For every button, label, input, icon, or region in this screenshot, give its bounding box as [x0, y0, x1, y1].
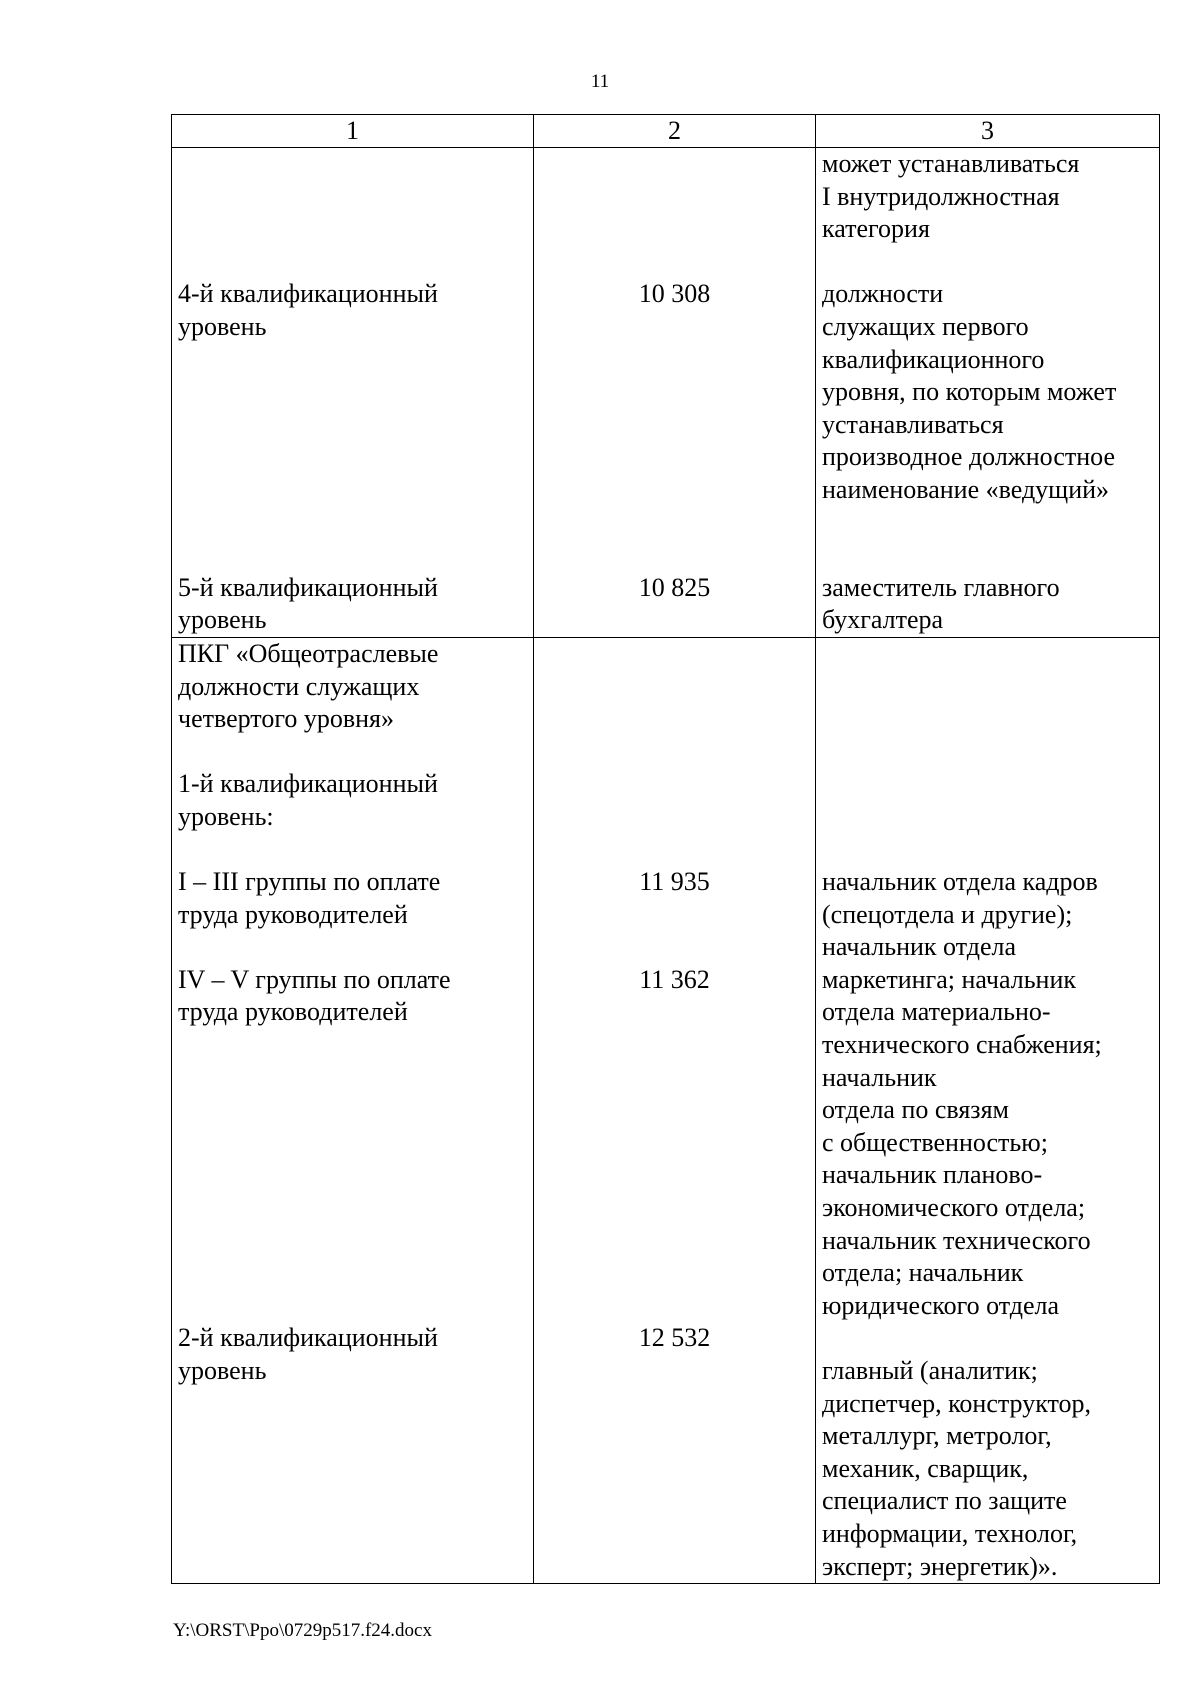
- cell-text-line: начальник отдела: [822, 932, 1017, 962]
- cell-text-line: [178, 1094, 527, 1127]
- cell-text-line: информации, технолог,: [822, 1518, 1078, 1548]
- cell-text-line: [178, 507, 527, 540]
- table-row: [172, 148, 1160, 638]
- cell-text-line: [822, 539, 1153, 572]
- cell-text-line: уровень:: [178, 801, 274, 831]
- cell-text-line: [822, 768, 1153, 801]
- cell-text-line: [178, 539, 527, 572]
- cell-text-line: [540, 1029, 809, 1062]
- cell-text-line: [540, 474, 809, 507]
- cell-text-line: [178, 1062, 527, 1095]
- cell-text-line: служащих первого: [822, 311, 1029, 341]
- cell-text-line: [178, 213, 527, 246]
- cell-text-line: 4-й квалификационный: [178, 279, 438, 309]
- cell-text-line: бухгалтера: [822, 605, 944, 635]
- table-cell-2: [534, 148, 816, 638]
- cell-text-line: [822, 801, 1153, 834]
- cell-text-line: [822, 638, 1153, 671]
- cell-text-line: диспетчер, конструктор,: [822, 1388, 1092, 1418]
- cell-text-line: маркетинга; начальник: [822, 964, 1077, 994]
- cell-text-line: [540, 507, 809, 540]
- cell-text-line: [822, 671, 1153, 704]
- table-cell-1: [172, 148, 534, 638]
- salary-table: [171, 114, 1160, 1584]
- cell-text-line: [178, 409, 527, 442]
- cell-text-line: [822, 703, 1153, 736]
- cell-text-line: металлург, метролог,: [822, 1421, 1052, 1451]
- cell-text-line: начальник планово-: [822, 1160, 1043, 1190]
- cell-text-line: [540, 736, 809, 769]
- cell-text-line: (спецотдела и другие);: [822, 899, 1073, 929]
- cell-text-line: отдела материально-: [822, 997, 1051, 1027]
- cell-text-line: [540, 376, 809, 409]
- cell-text-line: 2-й квалификационный: [178, 1323, 438, 1353]
- table-header-row: [172, 115, 1160, 148]
- cell-text-line: [822, 1322, 1153, 1355]
- cell-text-line: 11 362: [639, 964, 710, 994]
- column-header-3: 3: [816, 115, 1160, 148]
- cell-text-line: [178, 376, 527, 409]
- table-row: [172, 637, 1160, 1583]
- cell-text-line: [540, 311, 809, 344]
- table-cell-3: [816, 637, 1160, 1583]
- cell-text-line: [540, 931, 809, 964]
- cell-text-line: I внутридолжностная: [822, 181, 1060, 211]
- cell-text-line: начальник отдела кадров: [822, 867, 1098, 897]
- cell-text-line: [540, 768, 809, 801]
- cell-text-line: труда руководителей: [178, 997, 408, 1027]
- cell-text-line: уровня, по которым может: [822, 377, 1117, 407]
- cell-text-line: [540, 671, 809, 704]
- cell-text-line: [178, 1127, 527, 1160]
- cell-text-line: [540, 801, 809, 834]
- cell-text-line: должности: [822, 279, 944, 309]
- cell-text-line: [540, 638, 809, 671]
- cell-text-line: [540, 539, 809, 572]
- cell-text-line: 1-й квалификационный: [178, 769, 438, 799]
- cell-text-line: технического снабжения;: [822, 1030, 1102, 1060]
- cell-text-line: 12 532: [638, 1323, 711, 1353]
- cell-text-line: [540, 1257, 809, 1290]
- cell-text-line: [540, 1225, 809, 1258]
- cell-text-line: [540, 441, 809, 474]
- cell-text-line: квалификационного: [822, 344, 1045, 374]
- cell-text-line: 10 308: [638, 279, 711, 309]
- cell-text-line: четвертого уровня»: [178, 704, 394, 734]
- cell-text-line: наименование «ведущий»: [822, 474, 1110, 504]
- cell-text-line: отдела по связям: [822, 1095, 1009, 1125]
- cell-text-line: [540, 181, 809, 214]
- cell-text-line: [178, 736, 527, 769]
- cell-text-line: уровень: [178, 1355, 267, 1385]
- cell-text-line: [540, 148, 809, 181]
- cell-text-line: [540, 996, 809, 1029]
- cell-text-line: [540, 1159, 809, 1192]
- column-header-1: 1: [172, 115, 534, 148]
- cell-text-line: [822, 736, 1153, 769]
- cell-text-line: юридического отдела: [822, 1290, 1060, 1320]
- cell-text-line: механик, сварщик,: [822, 1453, 1029, 1483]
- cell-text-line: уровень: [178, 605, 267, 635]
- cell-text-line: [540, 1062, 809, 1095]
- cell-text-line: главный (аналитик;: [822, 1355, 1038, 1385]
- cell-text-line: [178, 1290, 527, 1323]
- cell-text-line: [540, 1290, 809, 1323]
- cell-text-line: устанавливаться: [822, 409, 1004, 439]
- cell-text-line: ПКГ «Общеотраслевые: [178, 638, 439, 668]
- cell-text-line: I – III группы по оплате: [178, 867, 441, 897]
- cell-text-line: [540, 1192, 809, 1225]
- cell-text-line: [540, 344, 809, 377]
- cell-text-line: с общественностью;: [822, 1127, 1048, 1157]
- cell-text-line: [178, 181, 527, 214]
- cell-text-line: [822, 507, 1153, 540]
- cell-text-line: IV – V группы по оплате: [178, 964, 451, 994]
- cell-text-line: [822, 833, 1153, 866]
- cell-text-line: [540, 1094, 809, 1127]
- cell-text-line: заместитель главного: [822, 572, 1060, 602]
- cell-text-line: 5-й квалификационный: [178, 572, 438, 602]
- cell-text-line: [540, 246, 809, 279]
- table-cell-1: [172, 637, 534, 1583]
- page-number: 11: [590, 71, 610, 92]
- cell-text-line: начальник технического: [822, 1225, 1091, 1255]
- cell-text-line: уровень: [178, 311, 267, 341]
- cell-text-line: отдела; начальник: [822, 1258, 1024, 1288]
- cell-text-line: труда руководителей: [178, 899, 408, 929]
- table-cell-3: [816, 148, 1160, 638]
- cell-text-line: [178, 344, 527, 377]
- cell-text-line: [178, 441, 527, 474]
- cell-text-line: [178, 1029, 527, 1062]
- column-header-2: 2: [534, 115, 816, 148]
- cell-text-line: [540, 899, 809, 932]
- cell-text-line: [178, 246, 527, 279]
- cell-text-line: [178, 1257, 527, 1290]
- cell-text-line: [540, 213, 809, 246]
- cell-text-line: [540, 409, 809, 442]
- cell-text-line: 10 825: [638, 572, 711, 602]
- cell-text-line: [178, 1225, 527, 1258]
- table-cell-2: [534, 637, 816, 1583]
- cell-text-line: должности служащих: [178, 671, 420, 701]
- footer-file-path: Y:\ORST\Ppo\0729p517.f24.docx: [173, 1620, 432, 1641]
- cell-text-line: [178, 1192, 527, 1225]
- cell-text-line: [822, 246, 1153, 279]
- cell-text-line: [540, 833, 809, 866]
- cell-text-line: специалист по защите: [822, 1486, 1067, 1516]
- cell-text-line: [178, 1159, 527, 1192]
- cell-text-line: [178, 833, 527, 866]
- cell-text-line: [178, 148, 527, 181]
- cell-text-line: производное должностное: [822, 442, 1116, 472]
- cell-text-line: может устанавливаться: [822, 149, 1080, 178]
- cell-text-line: экономического отдела;: [822, 1193, 1086, 1222]
- cell-text-line: [178, 474, 527, 507]
- cell-text-line: [178, 931, 527, 964]
- cell-text-line: 11 935: [639, 867, 710, 897]
- cell-text-line: [540, 1127, 809, 1160]
- cell-text-line: [540, 703, 809, 736]
- cell-text-line: начальник: [822, 1062, 937, 1092]
- cell-text-line: категория: [822, 214, 930, 244]
- cell-text-line: эксперт; энергетик)».: [822, 1551, 1058, 1581]
